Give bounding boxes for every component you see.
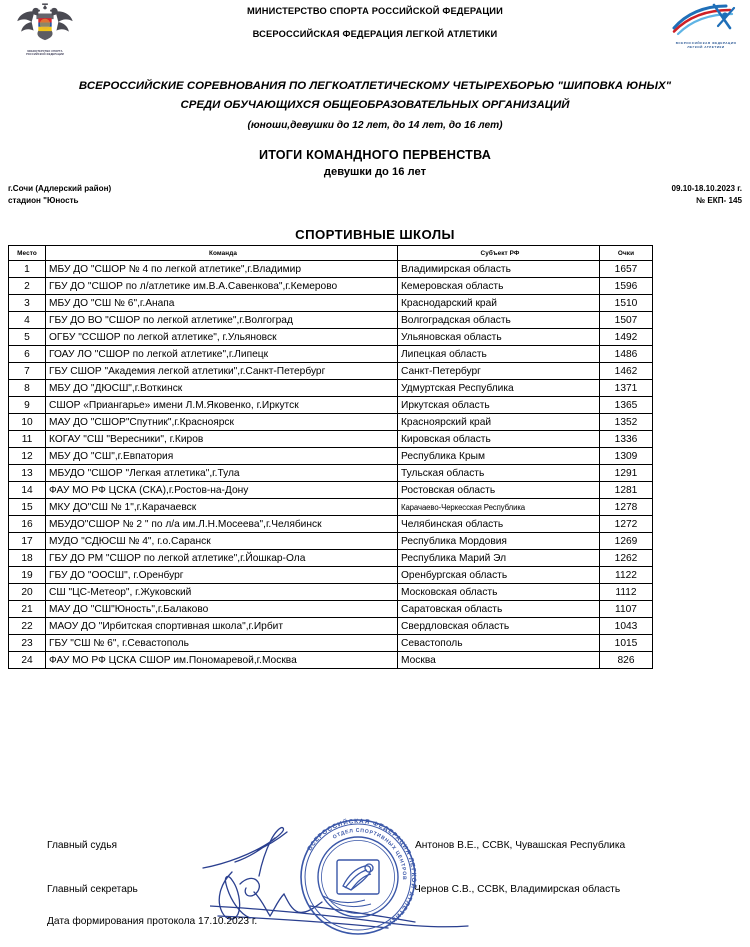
cell-team: МБУ ДО "ДЮСШ",г.Воткинск	[46, 380, 398, 397]
column-header-subject: Субъект РФ	[398, 246, 600, 261]
column-header-team: Команда	[46, 246, 398, 261]
table-row	[9, 363, 653, 380]
cell-subject: Московская область	[398, 584, 600, 601]
cell-team: МБУ ДО "СШ",г.Евпатория	[46, 448, 398, 465]
table-row	[9, 397, 653, 414]
cell-subject: Владимирская область	[398, 261, 600, 278]
ministry-logo-caption-line1: МИНИСТЕРСТВО СПОРТА	[27, 50, 63, 53]
table-row	[9, 601, 653, 618]
column-header-points: Очки	[600, 246, 653, 261]
cell-points: 1510	[600, 295, 653, 312]
table-row	[9, 533, 653, 550]
vfla-logo-caption	[668, 41, 744, 49]
cell-place: 13	[9, 465, 46, 482]
chief-judge-label: Главный судья	[47, 840, 118, 851]
cell-points: 1657	[600, 261, 653, 278]
cell-points: 1462	[600, 363, 653, 380]
cell-points: 1486	[600, 346, 653, 363]
results-category: девушки до 16 лет	[323, 166, 427, 178]
cell-subject: Республика Мордовия	[398, 533, 600, 550]
table-row	[9, 516, 653, 533]
cell-subject: Карачаево-Черкесская Республика	[398, 499, 600, 516]
stamp-inner-text: ОТДЕЛ СПОРТИВНЫХ ЦЕНТРОВ	[331, 827, 408, 881]
cell-points: 1336	[600, 431, 653, 448]
cell-team: СШОР «Приангарье» имени Л.М.Яковенко, г.Иркутск	[46, 397, 398, 414]
vfla-logo-caption-line2: ЛЕГКОЙ АТЛЕТИКИ	[687, 45, 725, 49]
chief-secretary-label: Главный секретарь	[47, 884, 138, 895]
running-athlete-swoosh-icon	[668, 2, 744, 36]
results-title-main: ИТОГИ КОМАНДНОГО ПЕРВЕНСТВА	[258, 148, 492, 162]
document-header	[0, 0, 750, 62]
ministry-logo-caption-line2: РОССИЙСКОЙ ФЕДЕРАЦИИ	[26, 53, 64, 57]
cell-place: 9	[9, 397, 46, 414]
cell-team: ГБУ СШОР "Академия легкой атлетики",г.Санкт-Петербург	[46, 363, 398, 380]
ministry-name: МИНИСТЕРСТВО СПОРТА РОССИЙСКОЙ ФЕДЕРАЦИИ	[247, 6, 503, 16]
cell-team: ГОАУ ЛО "СШОР по легкой атлетике",г.Липецк	[46, 346, 398, 363]
table-row	[9, 431, 653, 448]
cell-subject: Севастополь	[398, 635, 600, 652]
cell-points: 1122	[600, 567, 653, 584]
cell-team: МБУ ДО "СШОР № 4 по легкой атлетике",г.Владимир	[46, 261, 398, 278]
cell-subject: Удмуртская Республика	[398, 380, 600, 397]
signatures-block	[0, 840, 750, 928]
cell-subject: Краснодарский край	[398, 295, 600, 312]
chief-judge-signature	[195, 820, 395, 880]
cell-place: 19	[9, 567, 46, 584]
competition-title-line2: СРЕДИ ОБУЧАЮЩИХСЯ ОБЩЕОБРАЗОВАТЕЛЬНЫХ ОРГАНИЗАЦИЙ	[180, 99, 570, 111]
table-row	[9, 448, 653, 465]
cell-place: 17	[9, 533, 46, 550]
cell-subject: Челябинская область	[398, 516, 600, 533]
cell-points: 1112	[600, 584, 653, 601]
cell-team: ФАУ МО РФ ЦСКА (СКА),г.Ростов-на-Дону	[46, 482, 398, 499]
ministry-heading	[0, 6, 750, 40]
cell-subject: Ульяновская область	[398, 329, 600, 346]
cell-points: 826	[600, 652, 653, 669]
cell-team: МУДО "СДЮСШ № 4", г.о.Саранск	[46, 533, 398, 550]
event-meta	[671, 183, 742, 206]
cell-points: 1015	[600, 635, 653, 652]
cell-place: 6	[9, 346, 46, 363]
cell-subject: Москва	[398, 652, 600, 669]
cell-team: МБУ ДО "СШ № 6",г.Анапа	[46, 295, 398, 312]
protocol-date: Дата формирования протокола 17.10.2023 г.	[47, 916, 258, 927]
table-header-row	[9, 246, 653, 261]
chief-secretary-name: Чернов С.В., ССВК, Владимирская область	[414, 884, 621, 895]
venue-info	[8, 183, 111, 206]
cell-subject: Республика Марий Эл	[398, 550, 600, 567]
table-row	[9, 346, 653, 363]
cell-place: 5	[9, 329, 46, 346]
table-row	[9, 295, 653, 312]
cell-place: 1	[9, 261, 46, 278]
cell-place: 11	[9, 431, 46, 448]
cell-team: МБУДО"СШОР № 2 " по л/а им.Л.Н.Мосеева",г.Челябинск	[46, 516, 398, 533]
column-header-place: Место	[9, 246, 46, 261]
cell-place: 8	[9, 380, 46, 397]
table-row	[9, 618, 653, 635]
cell-team: МАУ ДО "СШОР"Спутник",г.Красноярск	[46, 414, 398, 431]
cell-team: ГБУ ДО РМ "СШОР по легкой атлетике",г.Йошкар-Ола	[46, 550, 398, 567]
cell-subject: Волгоградская область	[398, 312, 600, 329]
signature-row-judge	[0, 840, 750, 884]
cell-team: СШ "ЦС-Метеор", г.Жуковский	[46, 584, 398, 601]
cell-place: 15	[9, 499, 46, 516]
cell-subject: Красноярский край	[398, 414, 600, 431]
table-row	[9, 261, 653, 278]
cell-place: 22	[9, 618, 46, 635]
table-row	[9, 550, 653, 567]
cell-points: 1281	[600, 482, 653, 499]
vfla-logo-caption-line1: ВСЕРОССИЙСКАЯ ФЕДЕРАЦИЯ	[675, 41, 737, 45]
vfla-federation-logo	[668, 2, 744, 48]
cell-team: ГБУ ДО "СШОР по л/атлетике им.В.А.Савенкова",г.Кемерово	[46, 278, 398, 295]
cell-points: 1269	[600, 533, 653, 550]
results-heading	[0, 148, 750, 178]
table-row	[9, 567, 653, 584]
cell-place: 10	[9, 414, 46, 431]
table-body	[9, 261, 653, 669]
cell-place: 4	[9, 312, 46, 329]
cell-subject: Кировская область	[398, 431, 600, 448]
cell-place: 18	[9, 550, 46, 567]
competition-title	[0, 80, 750, 131]
table-row	[9, 635, 653, 652]
competition-age-groups: (юноши,девушки до 12 лет, до 14 лет, до 16 лет)	[247, 120, 503, 131]
table-row	[9, 499, 653, 516]
team-standings-table	[8, 245, 653, 669]
cell-team: ГБУ "СШ № 6", г.Севастополь	[46, 635, 398, 652]
cell-points: 1262	[600, 550, 653, 567]
ministry-logo-caption	[14, 50, 76, 57]
cell-team: ОГБУ "ССШОР по легкой атлетике", г.Ульяновск	[46, 329, 398, 346]
cell-subject: Иркутская область	[398, 397, 600, 414]
cell-subject: Санкт-Петербург	[398, 363, 600, 380]
cell-subject: Липецкая область	[398, 346, 600, 363]
cell-place: 12	[9, 448, 46, 465]
cell-team: МБУДО "СШОР "Легкая атлетика",г.Тула	[46, 465, 398, 482]
cell-team: МАУ ДО "СШ"Юность",г.Балаково	[46, 601, 398, 618]
chief-judge-name: Антонов В.Е., ССВК, Чувашская Республика	[415, 840, 626, 851]
cell-place: 16	[9, 516, 46, 533]
table-row	[9, 465, 653, 482]
cell-subject: Тульская область	[398, 465, 600, 482]
cell-points: 1291	[600, 465, 653, 482]
cell-points: 1043	[600, 618, 653, 635]
cell-place: 14	[9, 482, 46, 499]
cell-subject: Свердловская область	[398, 618, 600, 635]
cell-points: 1278	[600, 499, 653, 516]
table-row	[9, 414, 653, 431]
cell-subject: Оренбургская область	[398, 567, 600, 584]
cell-points: 1309	[600, 448, 653, 465]
cell-points: 1272	[600, 516, 653, 533]
cell-points: 1596	[600, 278, 653, 295]
table-row	[9, 652, 653, 669]
cell-place: 3	[9, 295, 46, 312]
cell-team: ФАУ МО РФ ЦСКА СШОР им.Пономаревой,г.Москва	[46, 652, 398, 669]
cell-place: 7	[9, 363, 46, 380]
cell-place: 24	[9, 652, 46, 669]
table-row	[9, 329, 653, 346]
cell-team: ГБУ ДО ВО "СШОР по легкой атлетике",г.Волгоград	[46, 312, 398, 329]
cell-team: ГБУ ДО "ООСШ", г.Оренбург	[46, 567, 398, 584]
cell-team: МАОУ ДО "Ирбитская спортивная школа",г.Ирбит	[46, 618, 398, 635]
cell-place: 20	[9, 584, 46, 601]
section-title-sport-schools: СПОРТИВНЫЕ ШКОЛЫ	[295, 227, 455, 242]
cell-subject: Республика Крым	[398, 448, 600, 465]
cell-points: 1365	[600, 397, 653, 414]
cell-points: 1107	[600, 601, 653, 618]
table-row	[9, 380, 653, 397]
cell-subject: Ростовская область	[398, 482, 600, 499]
cell-points: 1352	[600, 414, 653, 431]
table-header	[9, 246, 653, 261]
venue-city: г.Сочи (Адлерский район)	[8, 184, 112, 193]
table-row	[9, 278, 653, 295]
cell-place: 21	[9, 601, 46, 618]
cell-team: КОГАУ "СШ "Вересники", г.Киров	[46, 431, 398, 448]
table-row	[9, 584, 653, 601]
event-dates: 09.10-18.10.2023 г.	[671, 184, 742, 193]
ekp-number: № ЕКП- 145	[696, 195, 742, 205]
cell-points: 1492	[600, 329, 653, 346]
table-row	[9, 312, 653, 329]
federation-name: ВСЕРОССИЙСКАЯ ФЕДЕРАЦИЯ ЛЕГКОЙ АТЛЕТИКИ	[252, 29, 498, 39]
venue-stadium: стадион "Юность	[8, 195, 79, 205]
cell-place: 23	[9, 635, 46, 652]
cell-points: 1507	[600, 312, 653, 329]
cell-points: 1371	[600, 380, 653, 397]
cell-subject: Саратовская область	[398, 601, 600, 618]
cell-team: МКУ ДО"СШ № 1",г.Карачаевск	[46, 499, 398, 516]
competition-title-line1: ВСЕРОССИЙСКИЕ СОРЕВНОВАНИЯ ПО ЛЕГКОАТЛЕТИЧЕСКОМУ ЧЕТЫРЕХБОРЬЮ "ШИПОВКА ЮНЫХ"	[78, 80, 672, 92]
table-row	[9, 482, 653, 499]
stamp-outer-text: ВСЕРОССИЙСКАЯ ФЕДЕРАЦИЯ ЛЕГКОЙ АТЛЕТИКИ	[306, 817, 418, 928]
cell-subject: Кемеровская область	[398, 278, 600, 295]
cell-place: 2	[9, 278, 46, 295]
